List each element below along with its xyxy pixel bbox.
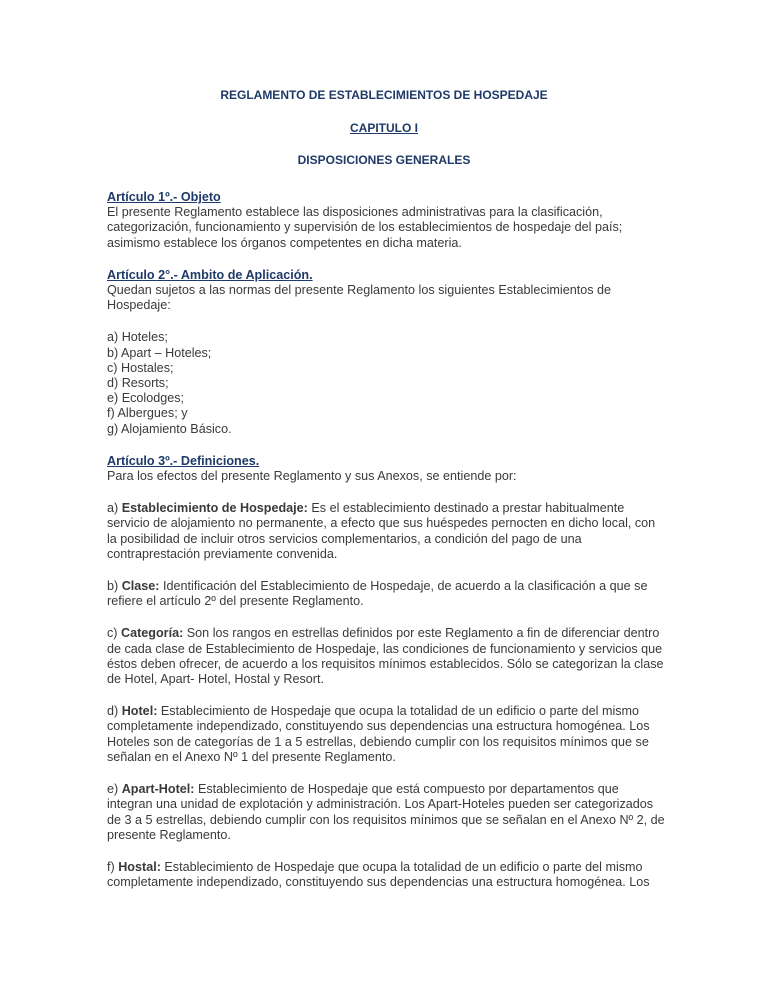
list-item: a) Hoteles; <box>107 330 168 345</box>
definition-prefix: a) <box>107 501 119 516</box>
list-item: d) Resorts; <box>107 376 169 391</box>
definition-prefix: d) <box>107 704 119 719</box>
definition-e <box>107 782 667 843</box>
establishment-list <box>107 330 667 436</box>
article-2-title: Artículo 2°.- Ambito de Aplicación. <box>107 267 313 282</box>
definition-prefix: e) <box>107 782 119 797</box>
definition-prefix: b) <box>107 579 119 594</box>
article-1 <box>107 190 667 251</box>
document-title: REGLAMENTO DE ESTABLECIMIENTOS DE HOSPEDAJE <box>220 88 548 102</box>
document-body <box>107 190 667 907</box>
article-2-text: Quedan sujetos a las normas del presente Reglamento los siguientes Establecimientos de Hospedaje: <box>107 283 612 313</box>
definition-term: Establecimiento de Hospedaje: <box>121 501 308 516</box>
definition-term: Categoría: <box>121 626 184 641</box>
definition-f <box>107 860 667 890</box>
chapter-heading: CAPITULO I <box>350 121 418 135</box>
definition-a <box>107 501 667 562</box>
definition-text: Son los rangos en estrellas definidos por este Reglamento a fin de diferenciar dentro de cada clase de Establecimiento de Hospedaje, las condiciones de funcionamiento y servicios que éstos deben ofrecer, de acuerdo a los requisitos mínimos establecidos. Sólo se categorizan la clase de Hotel, Apart- Hotel, Hostal y Resort. <box>107 626 664 687</box>
article-1-title: Artículo 1º.- Objeto <box>107 190 221 204</box>
article-3 <box>107 454 667 484</box>
definition-text: Establecimiento de Hospedaje que está compuesto por departamentos que integran una unidad de explotación y administración. Los Apart-Hoteles pueden ser categorizados de 3 a 5 estrellas, debiendo cumplir con los requisitos mínimos que se señalan en el Anexo Nº 2, de presente Reglamento. <box>107 782 665 842</box>
definition-prefix: c) <box>107 626 118 641</box>
article-1-text: El presente Reglamento establece las disposiciones administrativas para la clasificación, categorización, funcionamiento y supervisión de los establecimientos de hospedaje del país; asimismo establece los órganos competentes en dicha materia. <box>107 205 623 250</box>
section-heading: DISPOSICIONES GENERALES <box>297 153 471 167</box>
definition-text: Identificación del Establecimiento de Hospedaje, de acuerdo a la clasificación a que se refiere el artículo 2º del presente Reglamento. <box>107 579 648 609</box>
definition-d <box>107 704 667 765</box>
list-item: e) Ecolodges; <box>107 391 185 406</box>
definition-term: Clase: <box>121 579 160 594</box>
definition-prefix: f) <box>107 859 115 874</box>
list-item: f) Albergues; y <box>107 406 188 421</box>
article-3-title: Artículo 3º.- Definiciones. <box>107 453 260 468</box>
list-item: g) Alojamiento Básico. <box>107 421 232 436</box>
article-3-text: Para los efectos del presente Reglamento y sus Anexos, se entiende por: <box>107 469 517 484</box>
list-item: c) Hostales; <box>107 360 174 375</box>
definition-text: Establecimiento de Hospedaje que ocupa la totalidad de un edificio o parte del mismo completamente independizado, constituyendo sus dependencias una estructura homogénea. Los Hoteles son de categorías de 1 a 5 estrellas, debiendo cumplir con los requisitos mínimos que se señalan en el Anexo Nº 1 del presente Reglamento. <box>107 704 650 764</box>
definition-text: Es el establecimiento destinado a prestar habitualmente servicio de alojamiento no permanente, a efecto que sus huéspedes pernocten en dicho local, con la posibilidad de incluir otros servicios complementarios, a condición del pago de una contraprestación previamente convenida. <box>107 501 656 561</box>
definition-b <box>107 579 667 609</box>
definition-text: Establecimiento de Hospedaje que ocupa la totalidad de un edificio o parte del mismo completamente independizado, constituyendo sus dependencias una estructura homogénea. Los <box>107 859 650 890</box>
article-2 <box>107 268 667 314</box>
definition-c <box>107 626 667 687</box>
definition-term: Apart-Hotel: <box>121 782 195 797</box>
list-item: b) Apart – Hoteles; <box>107 345 212 360</box>
definition-term: Hotel: <box>121 704 158 719</box>
definition-term: Hostal: <box>118 859 161 874</box>
